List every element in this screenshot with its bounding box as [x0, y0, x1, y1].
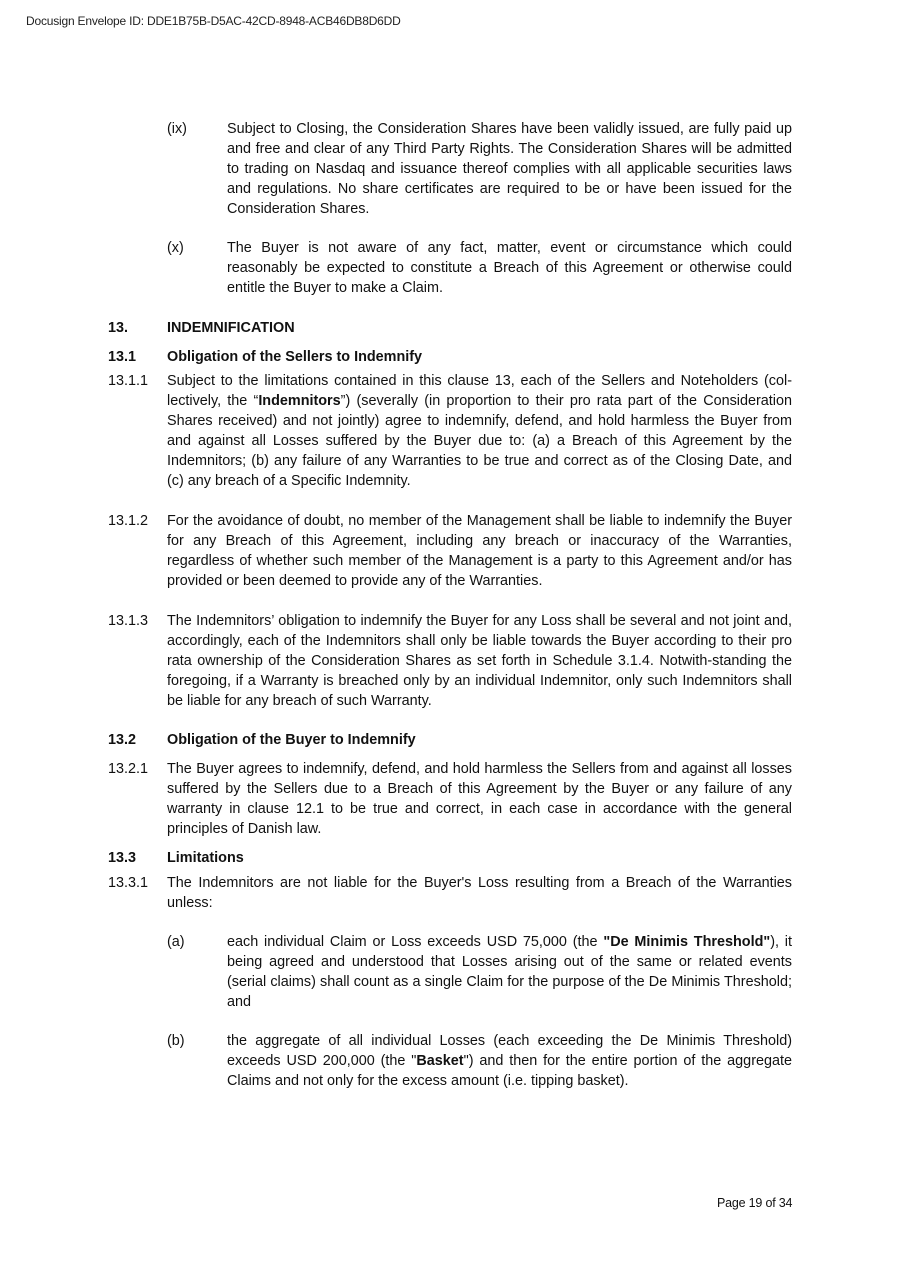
item-ix-text: Subject to Closing, the Consideration Shares have been validly issued, are fully paid up and free and clear of any Third Party Rights. The Consideration Shares will be admitted to trading on Nasdaq and issuance thereof complies with all applicable securities laws and regulations. No share certificates are required to be or have been issued for the Consideration Shares. — [227, 121, 792, 217]
section-13-1-number: 13.1 — [108, 349, 137, 365]
page-number: Page 19 of 34 — [717, 1196, 793, 1210]
clause-13-1-1-text: Subject to the limitations contained in this clause 13, each of the Sellers and Noteholders (col-lectively, the “Indemnitors”) (severally (in proportion to their pro rata part of the Consideration Shares received) and not jointly) agree to indemnify, defend, and hold harmless the Buyer from and against all Losses suffered by the Buyer due to: (a) a Breach of this Agreement by the Indemnitors; (b) any failure of any Warranties to be true and correct as of the Closing Date, and (c) any breach of a Specific Indemnity. — [167, 373, 793, 489]
clause-13-1-2-number: 13.1.2 — [108, 513, 149, 529]
section-13-2-title: Obligation of the Buyer to Indemnify — [167, 732, 416, 748]
limit-b-label: (b) — [167, 1033, 185, 1049]
section-13-title: INDEMNIFICATION — [167, 320, 295, 336]
limit-a-label: (a) — [167, 934, 185, 950]
clause-13-3-1-number: 13.3.1 — [108, 875, 149, 891]
section-13-2-number: 13.2 — [108, 732, 137, 748]
clause-13-2-1-number: 13.2.1 — [108, 761, 149, 777]
item-ix-label: (ix) — [167, 121, 187, 137]
clause-13-1-2-text: For the avoidance of doubt, no member of the Management shall be liable to indemnify the Buyer for any Breach of this Agreement, including any breach or inaccuracy of the Warranties, regardless of whether such member of the Management is a party to this Agreement and/or has provided or been deemed to provide any of the Warranties. — [167, 513, 792, 589]
section-13-3-title: Limitations — [167, 850, 244, 866]
section-13-number: 13. — [108, 320, 129, 336]
envelope-id: Docusign Envelope ID: DDE1B75B-D5AC-42CD-8948-ACB46DB8D6DD — [26, 14, 401, 28]
clause-13-1-3-text: The Indemnitors’ obligation to indemnify the Buyer for any Loss shall be several and not joint and, accordingly, each of the Indemnitors shall only be liable towards the Buyer according to their pro rata ownership of the Consideration Shares as set forth in Schedule 3.1.4. Notwith-standing the foregoing, if a Warranty is breached only by an individual Indemnitor, only such Indemnitors shall be liable for any breach of such Warranty. — [167, 613, 792, 709]
section-13-1-title: Obligation of the Sellers to Indemnify — [167, 349, 423, 365]
section-13-3-number: 13.3 — [108, 850, 137, 866]
limit-a-text: each individual Claim or Loss exceeds USD 75,000 (the "De Minimis Threshold"), it being agreed and understood that Losses arising out of the same or related events (serial claims) shall count as a single Claim for the purpose of the De Minimis Threshold; and — [227, 934, 792, 1010]
defined-term-indemnitors: Indemnitors — [258, 393, 341, 409]
clause-13-2-1-text: The Buyer agrees to indemnify, defend, and hold harmless the Sellers from and against all losses suffered by the Sellers due to a Breach of this Agreement by the Buyer or any failure of any warranty in clause 12.1 to be true and correct, in each case in accordance with the general principles of Danish law. — [167, 761, 792, 837]
clause-13-1-3-number: 13.1.3 — [108, 613, 149, 629]
clause-13-3-1-text: The Indemnitors are not liable for the Buyer's Loss resulting from a Breach of the Warranties unless: — [167, 875, 792, 911]
item-x-label: (x) — [167, 240, 184, 256]
defined-term-de-minimis: "De Minimis Threshold" — [603, 934, 771, 950]
clause-13-1-1-number: 13.1.1 — [108, 373, 149, 389]
item-x-text: The Buyer is not aware of any fact, matter, event or circumstance which could reasonably be expected to constitute a Breach of this Agreement or otherwise could entitle the Buyer to make a Claim. — [227, 240, 792, 296]
limit-b-text: the aggregate of all individual Losses (each exceeding the De Minimis Threshold) exceeds USD 200,000 (the "Basket") and then for the entire portion of the aggregate Claims and not only for the excess amount (i.e. tipping basket). — [227, 1033, 792, 1089]
defined-term-basket: Basket — [416, 1053, 464, 1069]
